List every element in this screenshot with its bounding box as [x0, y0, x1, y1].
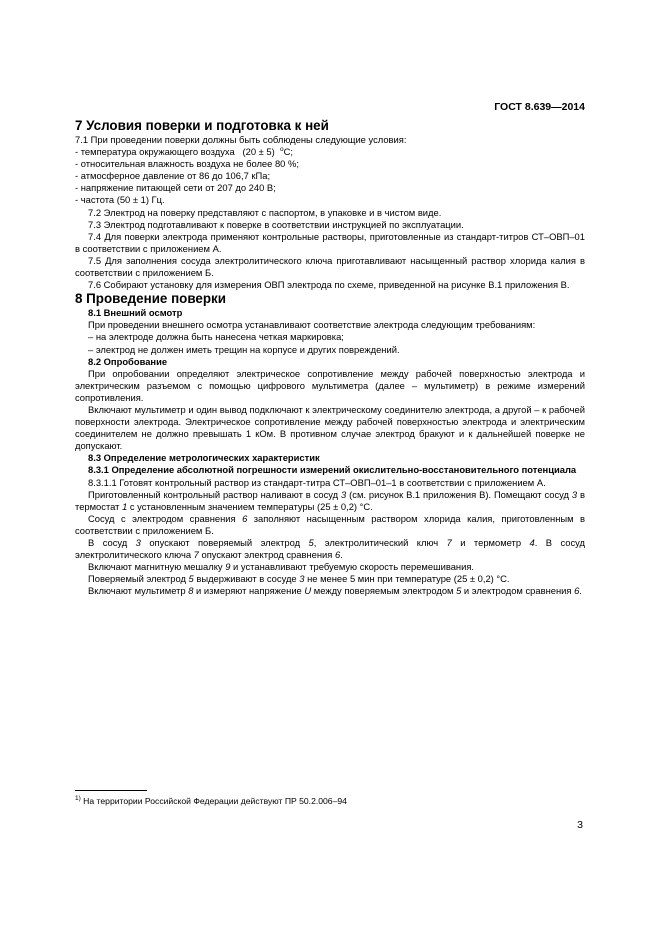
- heading-8-3: 8.3 Определение метрологических характеристик: [88, 452, 320, 464]
- para-8-1: При проведении внешнего осмотра устанавливают соответствие электрода следующим требованиям:: [88, 319, 536, 331]
- condition-temperature: - температура окружающего воздуха (20 ± 5) $^о$С;: [75, 145, 293, 158]
- footnote-text: На территории Российской Федерации действуют ПР 50.2.006–94: [80, 796, 347, 806]
- section-8-body: [75, 307, 585, 597]
- para-hold-electrode: Поверяемый электрод 5 выдерживают в сосуде 3 не менее 5 мин при температуре (25 ± 0,2) °С.: [88, 573, 510, 585]
- section-8-title: 8 Проведение поверки: [75, 291, 226, 307]
- para-prepared-solution: Приготовленный контрольный раствор наливают в сосуд 3 (см. рисунок В.1 приложения В). Помещают сосуд 3 в термостат 1 с установленным значением температуры (25 ± 0,2) °С.: [75, 488, 585, 512]
- para-immerse-electrode: В сосуд 3 опускают поверяемый электрод 5, электролитический ключ 7 и термометр 4. В сосуд электролитического ключа 7 опускают электрод сравнения 6.: [75, 537, 586, 561]
- para-8-3-1-1: 8.3.1.1 Готовят контрольный раствор из стандарт-титра СТ–ОВП–01–1 в соответствии с приложением А.: [88, 476, 546, 488]
- heading-8-3-1: 8.3.1 Определение абсолютной погрешности измерений окислительно-восстановительного потенциала: [88, 464, 577, 476]
- para-7-6: 7.6 Собирают установку для измерения ОВП электрода по схеме, приведенной на рисунке В.1 приложения В.: [88, 279, 570, 291]
- condition-voltage: - напряжение питающей сети от 207 до 240 В;: [75, 182, 276, 194]
- heading-8-1: 8.1 Внешний осмотр: [88, 307, 183, 319]
- requirement-no-cracks: – электрод не должен иметь трещин на корпусе и других повреждений.: [88, 343, 400, 355]
- para-8-2-a: При опробовании определяют электрическое сопротивление между рабочей поверхностью электрода и электрическим разъемом с помощью цифрового мультиметра (далее – мультиметр) в режиме измерений сопротивления.: [75, 367, 585, 403]
- section-7-body: [75, 134, 585, 291]
- condition-humidity: - относительная влажность воздуха не более 80 %;: [75, 158, 299, 170]
- para-7-4: 7.4 Для поверки электрода применяют контрольные растворы, приготовленные из стандарт-титров СТ–ОВП–01 в соответствии с приложением А.: [75, 230, 585, 254]
- heading-8-2: 8.2 Опробование: [88, 355, 168, 367]
- para-8-2-b: Включают мультиметр и один вывод подключают к электрическому соединителю электрода, а другой – к рабочей поверхности электрода. Электрическое сопротивление между рабочей поверхностью электрода и электрическим соединителем не должно превышать 1 кОм. В противном случае электрод бракуют и к дальнейшей поверке не допускают.: [75, 403, 585, 452]
- para-7-2: 7.2 Электрод на поверку представляют с паспортом, в упаковке и в чистом виде.: [88, 206, 442, 218]
- footnote-mark: 1): [75, 795, 81, 803]
- footnote-divider: [75, 790, 147, 791]
- requirement-marking: – на электроде должна быть нанесена четкая маркировка;: [88, 331, 344, 343]
- section-7-title: 7 Условия поверки и подготовка к ней: [75, 118, 329, 133]
- para-7-5: 7.5 Для заполнения сосуда электролитического ключа приготавливают насыщенный раствор хлорида калия в соответствии с приложением Б.: [75, 254, 585, 279]
- para-7-1: 7.1 При проведении поверки должны быть соблюдены следующие условия:: [75, 134, 407, 145]
- page-number: 3: [577, 819, 583, 831]
- condition-pressure: - атмосферное давление от 86 до 106,7 кПа;: [75, 170, 271, 182]
- condition-frequency: - частота (50 ± 1) Гц.: [75, 194, 165, 206]
- para-reference-electrode: Сосуд с электродом сравнения 6 заполняют насыщенным раствором хлорида калия, приготовленным в соответствии с приложением Б.: [75, 512, 585, 536]
- page-content: [75, 118, 585, 597]
- footnote: [75, 796, 347, 806]
- para-magnetic-stirrer: Включают магнитную мешалку 9 и устанавливают требуемую скорость перемешивания.: [88, 561, 475, 573]
- para-7-3: 7.3 Электрод подготавливают к поверке в соответствии инструкцией по эксплуатации.: [88, 218, 464, 230]
- para-measure-voltage: Включают мультиметр 8 и измеряют напряжение U между поверяемым электродом 5 и электродом сравнения 6.: [88, 585, 582, 597]
- document-id-header: ГОСТ 8.639—2014: [494, 101, 585, 113]
